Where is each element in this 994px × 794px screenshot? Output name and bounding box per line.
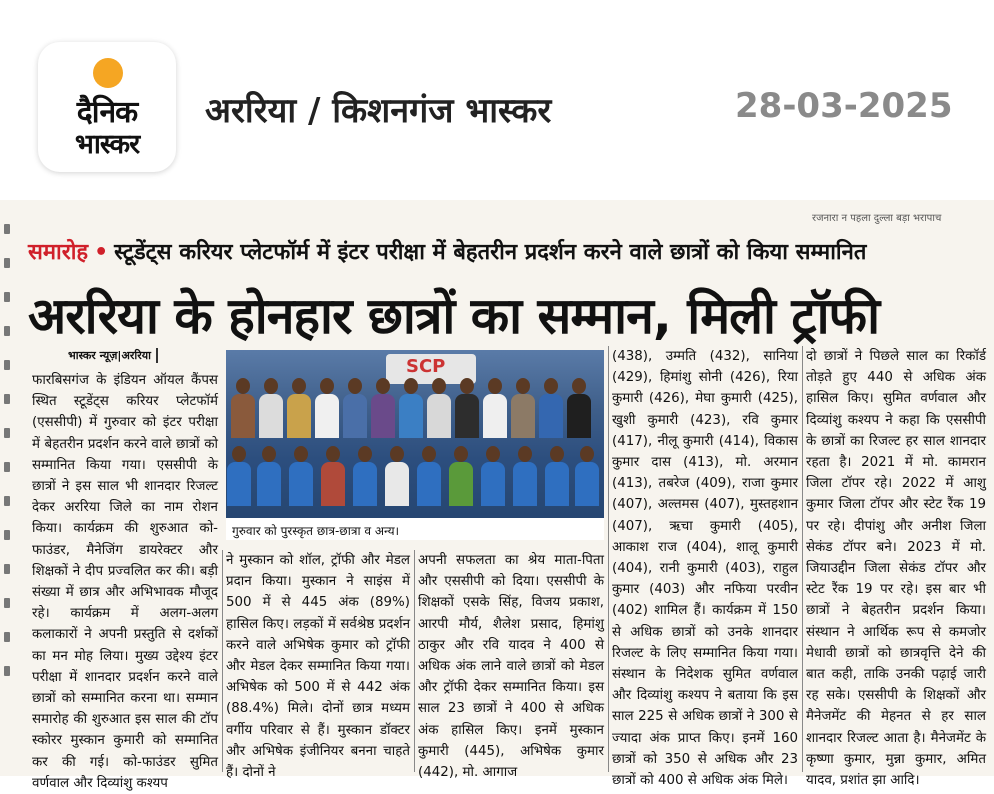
kicker: [28, 236, 978, 266]
photo-front-row: [226, 446, 604, 506]
column-divider: [414, 550, 415, 772]
adjacent-column-fragment: [0, 200, 20, 776]
headline: अररिया के होनहार छात्रों का सम्मान, मिली ट्रॉफी: [28, 287, 880, 345]
group-photo: [226, 350, 604, 518]
app-header: [0, 0, 994, 175]
photo-back-row: [226, 378, 604, 438]
article-column-3: अपनी सफलता का श्रेय माता-पिता और एससीपी को दिया। एससीपी के शिक्षकों एसके सिंह, विजय प्रकाश, आरपी मौर्य, शैलेश प्रसाद, हिमांशु ठाकुर और रवि यादव ने 400 से अधिक अंक लाने वाले छात्रों को मेडल और ट्रॉफी देकर सम्मानित किया। इस साल 23 छात्रों ने 400 से अधिक अंक हासिल किए। इनमें मुस्कान कुमारी (445), अभिषेक कुमार (442), मो. आगाज: [418, 553, 604, 781]
logo-line-1: दैनिक: [76, 95, 138, 130]
article-column-1: फारबिसगंज के इंडियन ऑयल कैंपस स्थित स्टूडेंट्स करियर प्लेटफॉर्म (एससीपी) में गुरुवार को इंटर परीक्षा में बेहतरीन प्रदर्शन करने वाले छात्रों को सम्मानित किया गया। एससीपी के छात्रों ने इस साल भी शानदार रिजल्ट देकर अररिया जिले का नाम रोशन किया। कार्यक्रम की शुरुआत को-फाउंडर, मैनेजिंग डायरेक्टर और शिक्षकों ने दीप प्रज्वलित कर की। बड़ी संख्या में छात्र और अभिभावक मौजूद रहे। कार्यक्रम में अलग-अलग कलाकारों ने अपनी प्रस्तुति से दर्शकों का मन मोह लिया। मुख्य उद्देश्य इंटर परीक्षा में शानदार प्रदर्शन करने वाले छात्रों को सम्मानित करना था। सम्मान समारोह की शुरुआत इस साल की टॉप स्कोरर मुस्कान कुमारी को सम्मानित कर की गई। को-फाउंडर सुमित वर्णवाल और दिव्यांशु कश्यप: [32, 373, 218, 791]
edition-date: 28-03-2025: [735, 86, 953, 126]
top-text-fragment: रजनारा न पहला दुल्ला बड़ा भरापाच: [812, 213, 942, 224]
article-column-4: (438), उम्मति (432), सानिया (429), हिमांशु सोनी (426), रिया कुमारी (426), मेघा कुमारी (425), खुशी कुमारी (423), रवि कुमार (417), नीलू कुमारी (414), विकास कुमार दास (413), मो. अरमान (413), तबरेज (409), राजा कुमार (407), अल्तमस (407), मुस्तहशान (407), ऋचा कुमारी (405), आकाश राज (404), शालू कुमारी (404), रानी कुमारी (403), राहुल कुमार (403) और नफिया परवीन (402) शामिल हैं। कार्यक्रम में 150 से अधिक छात्रों को उनके शानदार रिजल्ट के लिए सम्मानित किया गया। संस्थान के निदेशक सुमित वर्णवाल और दिव्यांशु कश्यप ने बताया कि इस साल 225 से अधिक छात्रों ने 300 से ज्यादा अंक प्राप्त किए। इनमें 160 छात्रों को 350 से अधिक और 23 छात्रों को 400 से अधिक अंक मिले।: [612, 349, 798, 789]
column-divider: [222, 550, 223, 772]
photo-caption: गुरुवार को पुरस्कृत छात्र-छात्रा व अन्य।: [226, 518, 604, 540]
article-column-2: ने मुस्कान को शॉल, ट्रॉफी और मेडल प्रदान किया। मुस्कान ने साइंस में 500 में से 445 अंक (89%) हासिल किए। लड़कों में सर्वश्रेष्ठ प्रदर्शन करने वाले अभिषेक कुमार को ट्रॉफी और मेडल देकर सम्मानित किया गया। अभिषेक को 500 में से 442 अंक (88.4%) मिले। दोनों छात्र मध्यम वर्गीय परिवार से हैं। मुस्कान डॉक्टर और अभिषेक इंजीनियर बनना चाहते हैं। दोनों ने: [226, 553, 410, 781]
edition-title: अररिया / किशनगंज भास्कर: [205, 91, 552, 131]
newspaper-clipping: [0, 200, 994, 791]
column-divider: [608, 346, 609, 772]
article-column-5: दो छात्रों ने पिछले साल का रिकॉर्ड तोड़ते हुए 440 से अधिक अंक हासिल किए। सुमित वर्णवाल और दिव्यांशु कश्यप ने कहा कि एससीपी के छात्रों का रिजल्ट हर साल शानदार रहता है। 2021 में मो. कामरान जिला टॉपर रहे। 2022 में आशु कुमार जिला टॉपर और स्टेट रैंक 19 पर रहे। दीपांशु और अनीश जिला सेकंड टॉपर बने। 2023 में मो. जियाउद्दीन जिला सेकंड टॉपर और स्टेट रैंक 19 पर रहे। इस बार भी छात्रों ने बेहतरीन प्रदर्शन किया। संस्थान ने आर्थिक रूप से कमजोर मेधावी छात्रों को छात्रवृत्ति देने की बात कही, ताकि उनकी पढ़ाई जारी रह सके। एससीपी के शिक्षकों और मैनेजमेंट की मेहनत से हर साल शानदार रिजल्ट आता है। मैनेजमेंट के कृष्णा कुमार, मुन्ना कुमार, अमित यादव, प्रशांत झा आदि।: [806, 349, 986, 789]
dainik-bhaskar-logo[interactable]: [38, 42, 176, 172]
bullet-icon: •: [94, 240, 109, 265]
scp-logo: SCP: [406, 356, 446, 377]
byline: भास्कर न्यूज़|अररिया: [68, 348, 158, 363]
sun-icon: [93, 58, 123, 88]
kicker-text: स्टूडेंट्स करियर प्लेटफॉर्म में इंटर परीक्षा में बेहतरीन प्रदर्शन करने वाले छात्रों को किया सम्मानित: [114, 240, 867, 265]
kicker-tag: समारोह: [28, 240, 89, 265]
column-divider: [802, 346, 803, 772]
logo-line-2: भास्कर: [74, 129, 140, 160]
